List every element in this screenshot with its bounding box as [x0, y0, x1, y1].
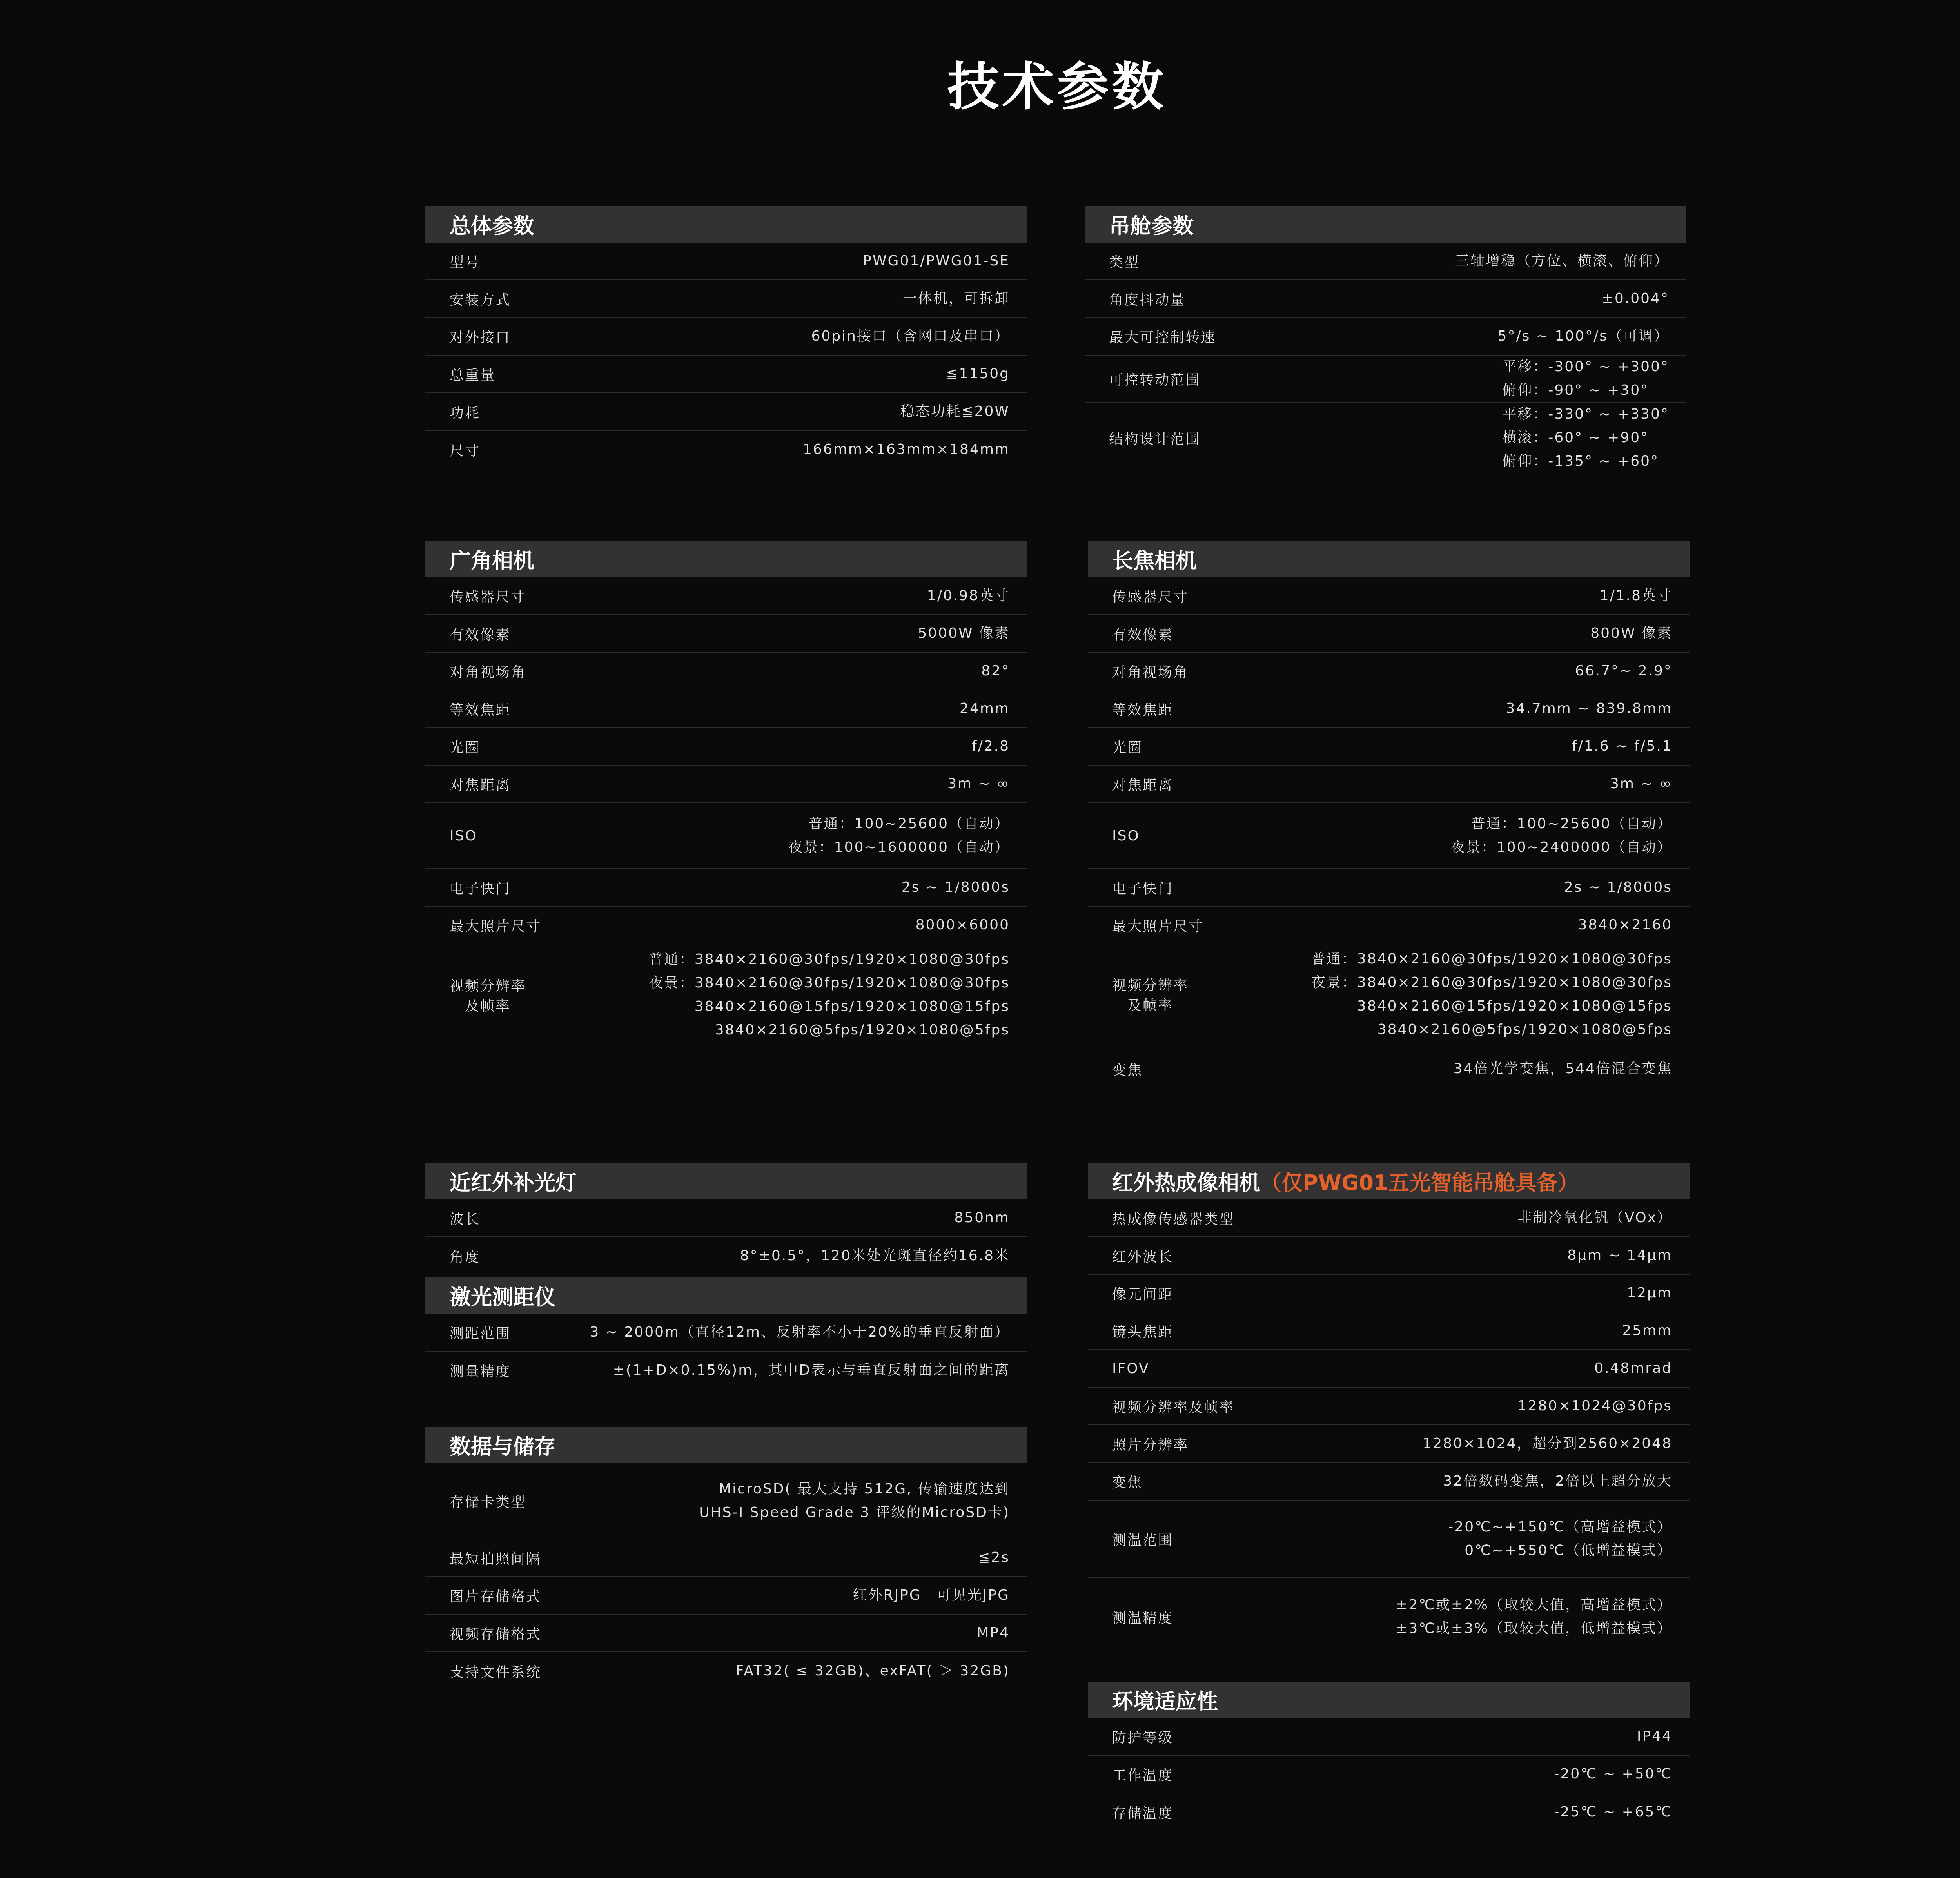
spec-label: 角度抖动量 — [1109, 292, 1186, 308]
section-heading-text: 长焦相机 — [1112, 548, 1197, 573]
spec-value-line: MicroSD( 最大支持 512G, 传输速度达到 — [719, 1481, 1010, 1497]
spec-value — [1602, 287, 1669, 310]
section-storage — [425, 1427, 1027, 1690]
spec-value — [740, 1244, 1010, 1268]
spec-row — [1088, 1578, 1690, 1656]
spec-row — [425, 653, 1027, 690]
spec-row — [1088, 653, 1690, 690]
spec-row — [1088, 869, 1690, 907]
page-title: 技术参数 — [947, 57, 1167, 117]
spec-value-line: 3840×2160 — [1578, 917, 1672, 933]
section-heading-text: 吊舱参数 — [1109, 214, 1194, 238]
spec-row — [1088, 803, 1690, 869]
spec-value — [981, 659, 1010, 683]
spec-value-line: 34.7mm ~ 839.8mm — [1506, 700, 1672, 717]
spec-label: 镜头焦距 — [1112, 1324, 1174, 1340]
spec-row — [425, 728, 1027, 766]
spec-value — [960, 697, 1010, 720]
spec-row — [425, 1463, 1027, 1539]
spec-value — [1396, 1593, 1672, 1640]
spec-value — [1443, 1470, 1672, 1493]
spec-value — [699, 1477, 1010, 1524]
spec-label: 测温范围 — [1112, 1532, 1174, 1548]
spec-row — [1085, 403, 1686, 473]
spec-value — [978, 1546, 1010, 1570]
spec-value — [1622, 1319, 1672, 1343]
spec-row — [1088, 615, 1690, 653]
spec-label: 存储卡类型 — [450, 1494, 526, 1510]
spec-label: 总重量 — [450, 367, 496, 383]
spec-row — [425, 766, 1027, 803]
spec-label: 对角视场角 — [450, 664, 526, 680]
spec-row — [1088, 1463, 1690, 1501]
spec-label: 等效焦距 — [450, 702, 511, 718]
spec-value — [811, 325, 1010, 348]
spec-label: 变焦 — [1112, 1474, 1143, 1491]
spec-value-line: 3m ~ ∞ — [1610, 776, 1672, 792]
spec-value-line: 夜景：100~1600000（自动） — [788, 839, 1010, 855]
spec-value-line: 24mm — [960, 700, 1010, 717]
spec-value-line: 1/0.98英寸 — [927, 588, 1010, 604]
spec-label: 视频分辨率 及帧率 — [450, 978, 526, 1014]
spec-label: 支持文件系统 — [450, 1664, 542, 1680]
spec-label: 对角视场角 — [1112, 664, 1189, 680]
spec-row — [1088, 1718, 1690, 1756]
spec-value-line: -25℃ ~ +65℃ — [1554, 1804, 1672, 1820]
spec-label: 热成像传感器类型 — [1112, 1211, 1235, 1227]
spec-row — [425, 393, 1027, 431]
spec-row — [425, 1199, 1027, 1237]
spec-value — [900, 400, 1010, 423]
spec-value-line: UHS-I Speed Grade 3 评级的MicroSD卡) — [699, 1504, 1010, 1521]
spec-value-line: 夜景：100~2400000（自动） — [1450, 839, 1672, 855]
section-heading — [1088, 1163, 1690, 1199]
spec-label: ISO — [450, 827, 477, 844]
spec-value — [853, 1584, 1010, 1607]
section-heading-text: 广角相机 — [450, 548, 534, 573]
spec-row — [425, 615, 1027, 653]
spec-label: 结构设计范围 — [1109, 431, 1201, 447]
section-heading — [425, 1163, 1027, 1199]
spec-value-line: 0℃~+550℃（低增益模式） — [1465, 1542, 1672, 1559]
spec-value — [649, 948, 1010, 1042]
spec-value-line: 1/1.8英寸 — [1599, 588, 1672, 604]
spec-value — [1637, 1725, 1672, 1748]
spec-label: 安装方式 — [450, 292, 511, 308]
spec-label: 尺寸 — [450, 443, 481, 459]
spec-row — [1088, 1501, 1690, 1578]
spec-value-line: 3840×2160@15fps/1920×1080@15fps — [1357, 998, 1672, 1014]
spec-value-line: 2s ~ 1/8000s — [901, 879, 1010, 895]
spec-label: 波长 — [450, 1211, 481, 1227]
spec-value-line: ±3℃或±3%（取较大值，低增益模式） — [1396, 1620, 1672, 1637]
spec-value-line: 800W 像素 — [1590, 625, 1672, 641]
spec-row — [425, 1314, 1027, 1352]
spec-value-line: 俯仰：-90° ~ +30° — [1502, 382, 1649, 398]
spec-value — [1455, 249, 1669, 273]
section-heading-note: （仅PWG01五光智能吊舱具备） — [1260, 1170, 1579, 1195]
spec-row — [425, 944, 1027, 1045]
spec-row — [1088, 1756, 1690, 1793]
spec-value — [1448, 1515, 1672, 1562]
spec-value-line: 俯仰：-135° ~ +60° — [1502, 453, 1659, 469]
spec-row — [1088, 1388, 1690, 1425]
spec-label: 最大照片尺寸 — [450, 918, 542, 934]
spec-label: 测量精度 — [450, 1363, 511, 1380]
spec-value — [1600, 584, 1672, 608]
section-wide-camera — [425, 541, 1027, 1045]
spec-label: 可控转动范围 — [1109, 372, 1201, 388]
spec-value — [1518, 1394, 1673, 1418]
spec-value — [1572, 735, 1672, 758]
spec-value-line: 稳态功耗≦20W — [900, 403, 1010, 419]
spec-label: 最短拍照间隔 — [450, 1551, 542, 1567]
section-laser — [425, 1277, 1027, 1389]
spec-value — [947, 772, 1010, 796]
spec-row — [1088, 728, 1690, 766]
spec-label: 角度 — [450, 1249, 481, 1265]
spec-value-line: ±(1+D×0.15%)m，其中D表示与垂直反射面之间的距离 — [613, 1362, 1010, 1378]
spec-label: 传感器尺寸 — [450, 589, 526, 605]
section-nir-light — [425, 1163, 1027, 1275]
spec-row — [1085, 243, 1686, 280]
spec-label: 红外波长 — [1112, 1248, 1174, 1265]
spec-value — [736, 1659, 1010, 1683]
spec-row — [1085, 356, 1686, 403]
section-heading — [425, 206, 1027, 243]
spec-value-line: 3840×2160@5fps/1920×1080@5fps — [1377, 1022, 1672, 1038]
spec-row — [425, 318, 1027, 356]
spec-label: 类型 — [1109, 254, 1140, 270]
spec-label: 图片存储格式 — [450, 1588, 542, 1605]
spec-value-line: 三轴增稳（方位、横滚、俯仰） — [1455, 253, 1669, 269]
spec-value-line: 0.48mrad — [1594, 1360, 1672, 1376]
spec-value-line: 平移：-300° ~ +300° — [1502, 359, 1669, 375]
spec-row — [1088, 1275, 1690, 1312]
spec-value — [903, 287, 1010, 310]
spec-label: 视频存储格式 — [450, 1626, 542, 1642]
spec-value — [976, 1621, 1010, 1645]
spec-label: 对外接口 — [450, 329, 511, 346]
spec-value — [1502, 355, 1669, 402]
spec-label: 光圈 — [1112, 739, 1143, 756]
section-heading — [425, 1277, 1027, 1314]
spec-row — [1088, 1237, 1690, 1275]
spec-value-line: PWG01/PWG01-SE — [863, 253, 1010, 269]
spec-value — [1423, 1432, 1672, 1455]
spec-value — [1517, 1206, 1672, 1230]
spec-row — [1088, 1793, 1690, 1831]
spec-row — [425, 356, 1027, 393]
spec-row — [1088, 1045, 1690, 1092]
section-heading — [1088, 1682, 1690, 1718]
section-heading-text: 总体参数 — [450, 214, 534, 238]
spec-row — [425, 803, 1027, 869]
spec-row — [1088, 1350, 1690, 1388]
spec-value — [863, 249, 1010, 273]
spec-value — [1567, 1244, 1672, 1267]
spec-value-line: 夜景：3840×2160@30fps/1920×1080@30fps — [648, 975, 1010, 991]
spec-value-line: 5°/s ~ 100°/s（可调） — [1497, 328, 1669, 344]
spec-label: ISO — [1112, 827, 1140, 844]
spec-row — [425, 280, 1027, 318]
spec-value — [613, 1359, 1010, 1382]
spec-label: 测距范围 — [450, 1325, 511, 1342]
spec-row — [425, 1652, 1027, 1690]
spec-value-line: 红外RJPG 可见光JPG — [853, 1587, 1010, 1603]
spec-value-line: ±2℃或±2%（取较大值，高增益模式） — [1396, 1597, 1672, 1613]
spec-row — [1085, 280, 1686, 318]
spec-value-line: f/1.6 ~ f/5.1 — [1572, 738, 1672, 754]
spec-row — [425, 577, 1027, 615]
spec-label: 等效焦距 — [1112, 702, 1174, 718]
spec-value — [1590, 622, 1672, 645]
spec-row — [1088, 1199, 1690, 1237]
section-tele-camera — [1088, 541, 1690, 1092]
spec-label: 视频分辨率 及帧率 — [1112, 978, 1189, 1014]
spec-row — [1088, 1312, 1690, 1350]
spec-row — [425, 1539, 1027, 1577]
spec-value — [1451, 812, 1672, 859]
section-heading — [1085, 206, 1686, 243]
spec-value — [1554, 1762, 1672, 1786]
spec-value-line: 普通：100~25600（自动） — [808, 816, 1010, 832]
spec-row — [425, 1577, 1027, 1615]
section-heading-text: 激光测距仪 — [450, 1285, 555, 1310]
spec-value-line: 8000×6000 — [915, 917, 1010, 933]
spec-label: 有效像素 — [450, 626, 511, 643]
spec-row — [1088, 1425, 1690, 1463]
spec-value-line: 5000W 像素 — [918, 625, 1010, 641]
spec-row — [425, 1237, 1027, 1275]
spec-value — [1502, 403, 1669, 473]
section-gimbal — [1085, 206, 1686, 473]
spec-value-line: 12μm — [1627, 1285, 1672, 1301]
spec-value — [927, 584, 1010, 608]
spec-label: 测温精度 — [1112, 1610, 1174, 1626]
spec-value — [1564, 876, 1672, 899]
spec-value-line: 夜景：3840×2160@30fps/1920×1080@30fps — [1311, 974, 1672, 991]
spec-value-line: 横滚：-60° ~ +90° — [1502, 430, 1649, 446]
section-environment — [1088, 1682, 1690, 1831]
spec-value — [1610, 772, 1672, 796]
spec-label: 防护等级 — [1112, 1729, 1174, 1746]
spec-value — [1453, 1057, 1672, 1081]
spec-value — [590, 1321, 1010, 1344]
spec-value-line: 一体机，可拆卸 — [902, 290, 1010, 307]
spec-label: 像元间距 — [1112, 1286, 1174, 1303]
spec-row — [425, 1615, 1027, 1652]
spec-label: 传感器尺寸 — [1112, 589, 1189, 605]
spec-value — [1578, 913, 1672, 937]
spec-value — [954, 1206, 1010, 1230]
spec-label: 工作温度 — [1112, 1767, 1174, 1784]
spec-value-line: 普通：3840×2160@30fps/1920×1080@30fps — [1311, 951, 1672, 967]
spec-value — [918, 622, 1010, 645]
spec-value — [1498, 325, 1669, 348]
section-heading — [425, 541, 1027, 577]
spec-value — [1594, 1357, 1672, 1380]
spec-row — [1088, 577, 1690, 615]
section-heading-text: 数据与储存 — [450, 1434, 555, 1459]
spec-value-line: 3m ~ ∞ — [947, 776, 1010, 792]
section-heading — [1088, 541, 1690, 577]
section-heading-text: 环境适应性 — [1112, 1689, 1218, 1714]
spec-value-line: 34倍光学变焦，544倍混合变焦 — [1453, 1061, 1672, 1077]
spec-value-line: 平移：-330° ~ +330° — [1502, 406, 1669, 422]
spec-value-line: -20℃ ~ +50℃ — [1554, 1766, 1672, 1782]
spec-row — [425, 431, 1027, 468]
spec-value-line: ±0.004° — [1601, 290, 1669, 307]
spec-value-line: IP44 — [1637, 1728, 1672, 1744]
spec-label: 变焦 — [1112, 1062, 1143, 1078]
spec-value-line: -20℃~+150℃（高增益模式） — [1448, 1519, 1672, 1535]
spec-value — [916, 913, 1010, 937]
spec-label: 型号 — [450, 254, 481, 270]
spec-label: 对焦距离 — [1112, 777, 1174, 793]
spec-row — [1085, 318, 1686, 356]
spec-value-line: 25mm — [1622, 1323, 1672, 1339]
spec-value-line: 32倍数码变焦，2倍以上超分放大 — [1443, 1473, 1672, 1489]
spec-value — [1311, 947, 1672, 1042]
spec-label: 电子快门 — [1112, 880, 1174, 897]
spec-value-line: 66.7°~ 2.9° — [1575, 663, 1672, 679]
spec-value-line: 166mm×163mm×184mm — [803, 441, 1010, 457]
spec-value-line: 82° — [981, 663, 1010, 679]
spec-label: 有效像素 — [1112, 626, 1174, 643]
spec-row — [1088, 766, 1690, 803]
spec-row — [425, 907, 1027, 944]
spec-row — [1088, 690, 1690, 728]
spec-value — [1506, 697, 1672, 720]
spec-row — [1088, 944, 1690, 1045]
spec-label: 电子快门 — [450, 880, 511, 897]
section-thermal — [1088, 1163, 1690, 1656]
spec-row — [425, 869, 1027, 907]
spec-value — [1627, 1281, 1672, 1305]
spec-value — [788, 812, 1010, 859]
spec-value — [1554, 1800, 1672, 1824]
spec-value-line: ≦1150g — [946, 366, 1010, 382]
spec-value-line: 850nm — [954, 1210, 1010, 1226]
spec-label: 最大照片尺寸 — [1112, 918, 1204, 934]
section-heading-text: 近红外补光灯 — [450, 1170, 577, 1195]
spec-value-line: 8μm ~ 14μm — [1567, 1247, 1672, 1263]
spec-value-line: 1280×1024@30fps — [1517, 1398, 1672, 1414]
spec-value-line: 3840×2160@5fps/1920×1080@5fps — [715, 1022, 1010, 1038]
spec-value-line: FAT32( ≤ 32GB)、exFAT( ＞ 32GB) — [736, 1663, 1010, 1679]
spec-value — [972, 735, 1010, 758]
spec-label: IFOV — [1112, 1360, 1150, 1377]
spec-value-line: 2s ~ 1/8000s — [1564, 879, 1672, 895]
spec-row — [425, 1352, 1027, 1389]
spec-value — [902, 876, 1010, 899]
spec-value — [946, 362, 1010, 386]
spec-value-line: 普通：100~25600（自动） — [1471, 816, 1672, 832]
spec-value-line: 普通：3840×2160@30fps/1920×1080@30fps — [648, 951, 1010, 967]
spec-value-line: ≦2s — [978, 1550, 1010, 1566]
spec-label: 照片分辨率 — [1112, 1437, 1189, 1453]
section-heading-text: 红外热成像相机 — [1112, 1170, 1260, 1195]
spec-label: 最大可控制转速 — [1109, 329, 1216, 346]
spec-value — [1575, 659, 1672, 683]
section-general — [425, 206, 1027, 468]
spec-value-line: 3840×2160@15fps/1920×1080@15fps — [694, 998, 1010, 1014]
spec-label: 光圈 — [450, 739, 481, 756]
spec-label: 功耗 — [450, 405, 481, 421]
spec-value-line: 非制冷氧化钒（VOx） — [1517, 1210, 1672, 1226]
spec-row — [425, 690, 1027, 728]
spec-value — [803, 438, 1010, 461]
spec-value-line: f/2.8 — [971, 738, 1010, 754]
spec-row — [1088, 907, 1690, 944]
spec-value-line: 3 ~ 2000m（直径12m、反射率不小于20%的垂直反射面） — [590, 1324, 1010, 1340]
spec-label: 视频分辨率及帧率 — [1112, 1399, 1235, 1415]
spec-value-line: MP4 — [976, 1625, 1010, 1641]
spec-label: 对焦距离 — [450, 777, 511, 793]
spec-value-line: 1280×1024，超分到2560×2048 — [1423, 1435, 1672, 1452]
spec-value-line: 8°±0.5°，120米处光斑直径约16.8米 — [740, 1248, 1010, 1264]
spec-row — [425, 243, 1027, 280]
spec-value-line: 60pin接口（含网口及串口） — [811, 328, 1010, 344]
section-heading — [425, 1427, 1027, 1463]
spec-label: 存储温度 — [1112, 1805, 1174, 1822]
